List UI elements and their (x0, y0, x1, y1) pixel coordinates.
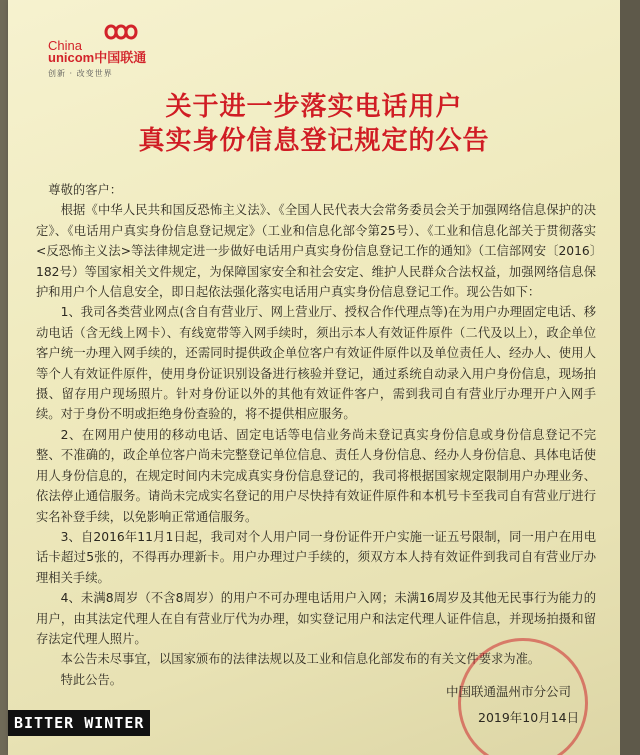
notice-paper (8, 0, 620, 755)
china-unicom-logo (48, 20, 168, 78)
notice-ending: 特此公告。 (60, 672, 123, 687)
bitter-winter-watermark: BITTER WINTER (8, 710, 150, 736)
notice-title-line1: 关于进一步落实电话用户 (165, 92, 463, 122)
item-1: 1、我司各类营业网点(含自有营业厅、网上营业厅、授权合作代理点等)在为用户办理固定电话、移动电话（含无线上网卡）、有线宽带等入网手续时，须出示本人有效证件原件（二代及以上），政企单位客户统一办理入网手续的，还需同时提供政企单位客户有效证件原件以及单位责任人、经办人、使用人等个人有效证件原件，使用身份证识别设备进行核验并登记，通过系统自动录入用户身份信息，现场拍摄、留存用户现场照片。针对身份证以外的其他有效证件客户，需到我司自有营业厅办理开户入网手续。对于身份不明或拒绝身份查验的，将不提供相应服务。 (36, 305, 596, 422)
logo-text (48, 40, 146, 64)
logo-en-line2: unicom中国联通 (48, 50, 147, 65)
signature-date: 2019年10月14日 (478, 710, 580, 725)
notice-body (36, 180, 596, 690)
item-3: 3、自2016年11月1日起，我司对个人用户同一身份证件开户实施一证五号限制，同一用户在用电话卡超过5张的，不得再办理新卡。用户办理过户手续的，须双方本人持有效证件到我司自有营业厅办理相关手续。 (36, 529, 596, 585)
greeting: 尊敬的客户： (48, 183, 123, 197)
closing-paragraph: 本公告未尽事宜，以国家颁布的法律法规以及工业和信息化部发布的有关文件要求为准。 (60, 652, 541, 667)
item-2: 2、在网用户使用的移动电话、固定电话等电信业务尚未登记真实身份信息或身份信息登记不完整、不准确的，政企单位客户尚未完整登记单位信息、责任人身份信息、经办人身份信息、具体电话使用人身份信息的，在规定时间内未完成真实身份信息登记的，我司将根据国家规定限制用户办理业务、依法停止通信服务。请尚未完成实名登记的用户尽快持有效证件原件和本机号卡至我司自有营业厅进行实名补登手续，以免影响正常通信服务。 (36, 427, 596, 524)
intro-paragraph: 根据《中华人民共和国反恐怖主义法》、《全国人民代表大会常务委员会关于加强网络信息保护的决定》、《电话用户真实身份信息登记规定》（工业和信息化部令第25号）、《工业和信息化部关于贯彻落实<反恐怖主义法>等法律规定进一步做好电话用户真实身份信息登记工作的通知》（工信部网安〔2016〕182号）等国家相关文件规定，为保障国家安全和社会安定、维护人民群众合法权益，加强网络信息保护和用户个人信息安全，即日起依法强化落实电话用户真实身份信息登记工作。现公告如下： (36, 203, 596, 300)
signature-org: 中国联通温州市分公司 (446, 684, 572, 699)
item-4: 4、未满8周岁（不含8周岁）的用户不可办理电话用户入网；未满16周岁及其他无民事行为能力的用户，由其法定代理人在自有营业厅代为办理，如实登记用户和法定代理人证件信息，并现场拍摄和留存法定代理人照片。 (36, 591, 596, 646)
logo-en-line1: China (48, 38, 82, 53)
notice-title-line2: 真实身份信息登记规定的公告 (138, 126, 490, 156)
background-edge (620, 0, 640, 755)
logo-tagline: 创新 · 改变世界 (48, 69, 113, 78)
